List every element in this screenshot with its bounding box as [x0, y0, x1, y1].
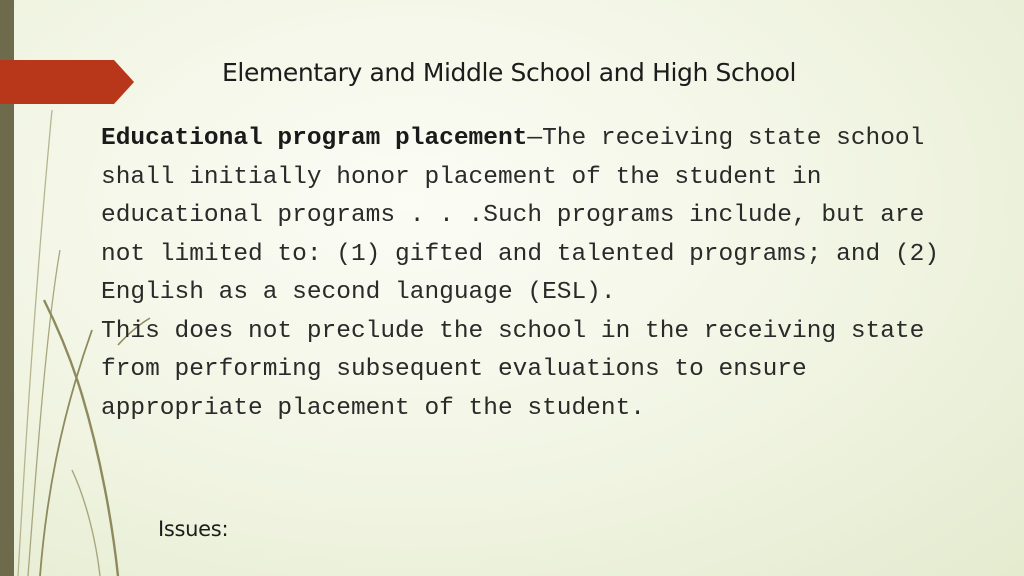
title-arrow-shape [0, 60, 136, 104]
body-text [101, 120, 981, 428]
placement-text: —The receiving state school shall initially honor placement of the student in educational programs . . .Such programs include, but are not limited to: (1) gifted and talented programs; and (2) English as a second language (ESL). [101, 125, 940, 306]
slide-title: Elementary and Middle School and High School [222, 58, 797, 87]
evaluation-text: This does not preclude the school in the receiving state from performing subsequent evaluations to ensure appropriate placement of the student. [101, 317, 925, 422]
issues-label: Issues: [158, 517, 229, 541]
placement-heading: Educational program placement [101, 125, 528, 152]
